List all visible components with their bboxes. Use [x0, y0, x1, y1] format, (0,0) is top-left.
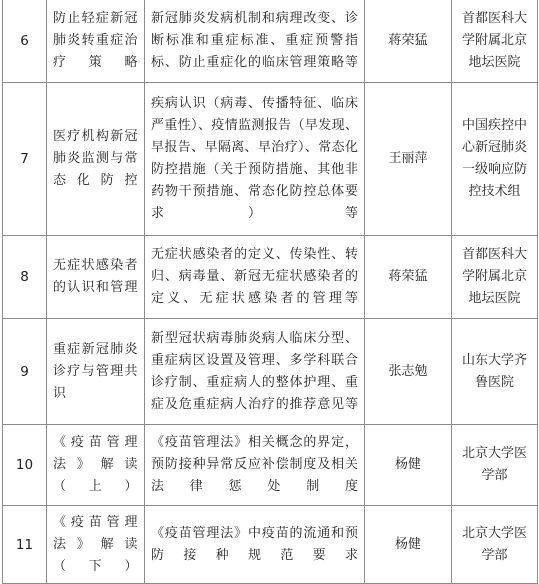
row-number: 7 [3, 83, 47, 236]
table-row [3, 83, 538, 236]
course-title: 重症新冠肺炎诊疗与管理共识 [47, 319, 145, 425]
row-number: 6 [3, 0, 47, 83]
row-number: 10 [3, 425, 47, 506]
course-title: 《疫苗管理法》解读（上） [47, 425, 145, 506]
teacher-name: 王丽萍 [365, 83, 452, 236]
course-content: 新型冠状病毒肺炎病人临床分型、重症病区设置及管理、多学科联合诊疗制、重症病人的整体护理、重症及危重症病人治疗的推荐意见等 [145, 319, 365, 425]
course-title: 医疗机构新冠肺炎监测与常态化防控 [47, 83, 145, 236]
course-title: 防止轻症新冠肺炎转重症治疗策略 [47, 0, 145, 83]
course-content: 《疫苗管理法》相关概念的界定，预防接种异常反应补偿制度及相关法律惩处制度 [145, 425, 365, 506]
course-content: 无症状感染者的定义、传染性、转归、病毒量、新冠无症状感染者的定义、无症状感染者的管理等 [145, 236, 365, 319]
course-title: 无症状感染者的认识和管理 [47, 236, 145, 319]
course-title: 《疫苗管理法》解读（下） [47, 506, 145, 584]
table-row [3, 506, 538, 584]
teacher-name: 蒋荣猛 [365, 236, 452, 319]
teacher-organization: 首都医科大学附属北京地坛医院 [452, 236, 538, 319]
table-row [3, 319, 538, 425]
row-number: 11 [3, 506, 47, 584]
teacher-organization: 中国疾控中心新冠肺炎一级响应防控技术组 [452, 83, 538, 236]
course-table [2, 0, 538, 584]
teacher-name: 蒋荣猛 [365, 0, 452, 83]
teacher-organization: 首都医科大学附属北京地坛医院 [452, 0, 538, 83]
table-row [3, 236, 538, 319]
table-row [3, 425, 538, 506]
table-row [3, 0, 538, 83]
row-number: 8 [3, 236, 47, 319]
teacher-name: 张志勉 [365, 319, 452, 425]
course-content: 新冠肺炎发病机制和病理改变、诊断标准和重症标准、重症预警指标、防止重症化的临床管理策略等 [145, 0, 365, 83]
teacher-name: 杨健 [365, 506, 452, 584]
teacher-organization: 北京大学医学部 [452, 506, 538, 584]
teacher-name: 杨健 [365, 425, 452, 506]
course-content: 《疫苗管理法》中疫苗的流通和预防接种规范要求 [145, 506, 365, 584]
teacher-organization: 北京大学医学部 [452, 425, 538, 506]
row-number: 9 [3, 319, 47, 425]
teacher-organization: 山东大学齐鲁医院 [452, 319, 538, 425]
course-content: 疾病认识（病毒、传播特征、临床严重性）、疫情监测报告（早发现、早报告、早隔离、早治疗）、常态化防控措施（关于预防措施、其他非药物干预措施、常态化防控总体要求）等 [145, 83, 365, 236]
